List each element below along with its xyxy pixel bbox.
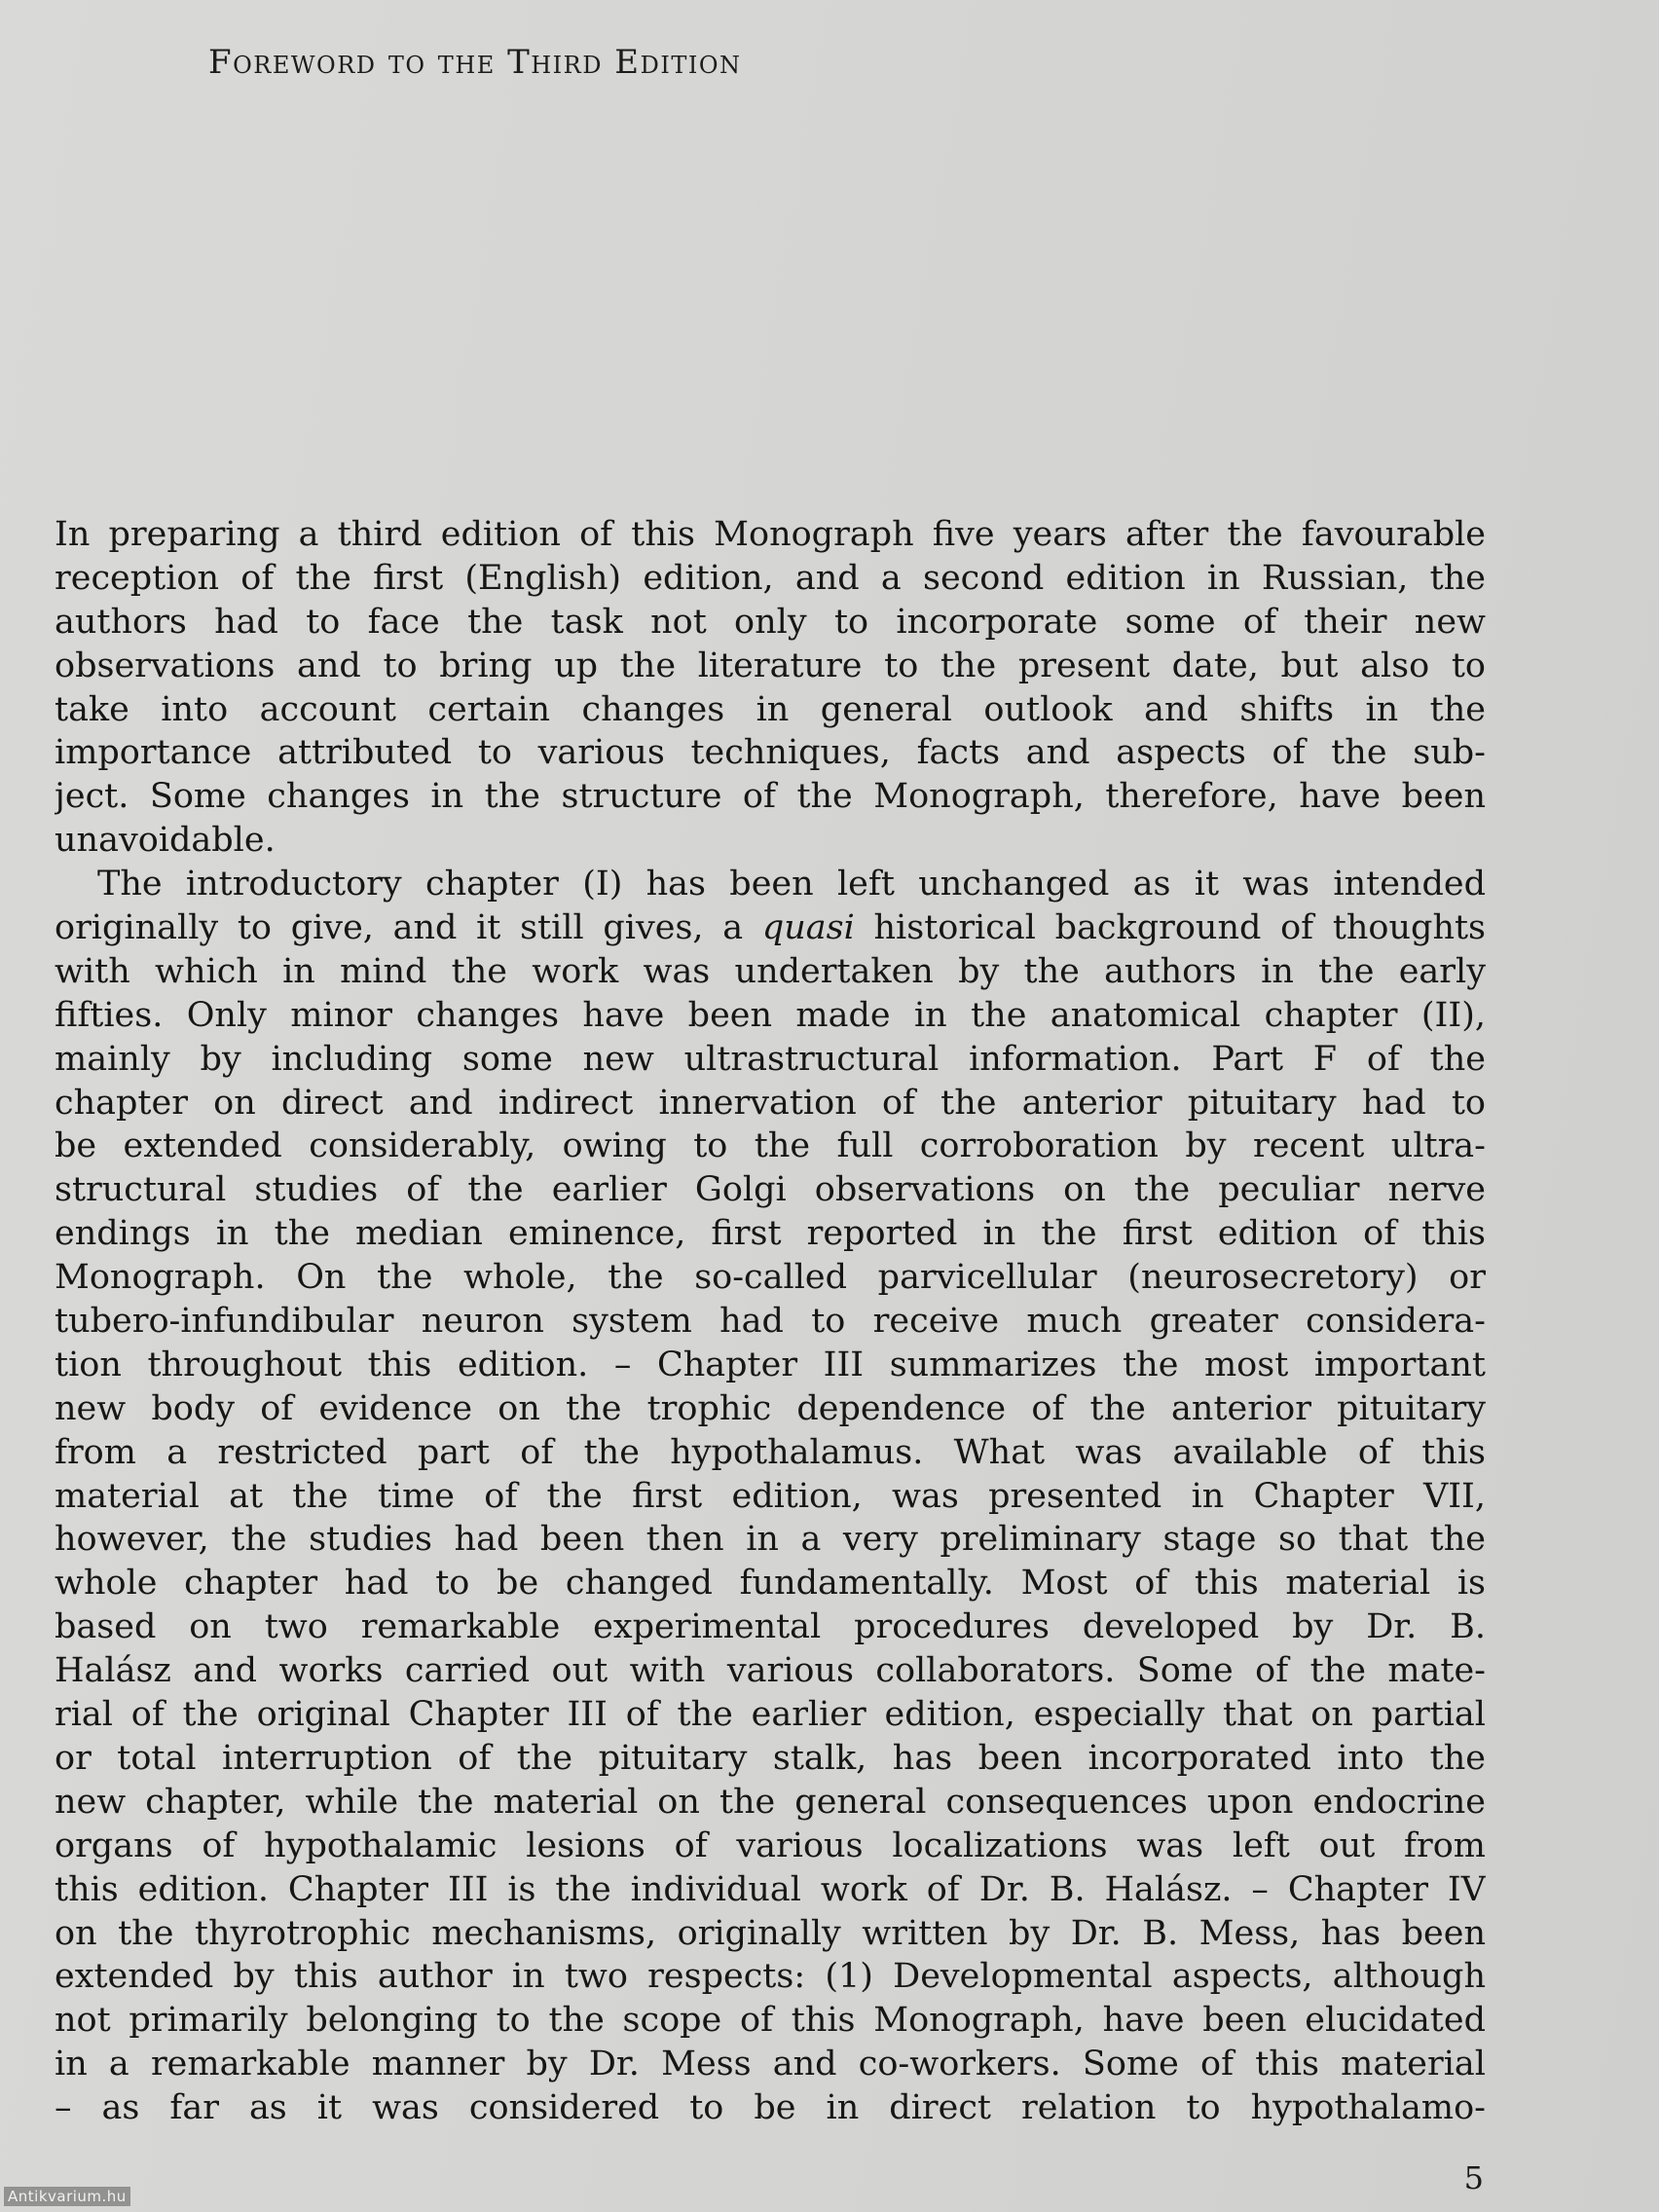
text-line: – as far as it was considered to be in direct relation to hypothalamo- xyxy=(55,2088,1486,2128)
text-line: take into account certain changes in general outlook and shifts in the xyxy=(55,689,1486,729)
text-line: Monograph. On the whole, the so-called parvicellular (neurosecretory) or xyxy=(55,1258,1486,1298)
text-line: based on two remarkable experimental procedures developed by Dr. B. xyxy=(55,1607,1486,1647)
text-line: In preparing a third edition of this Monograph five years after the favourable xyxy=(55,515,1486,554)
emphasis-word: quasi xyxy=(761,908,855,948)
text-line: unavoidable. xyxy=(55,821,276,861)
text-line: however, the studies had been then in a very preliminary stage so that the xyxy=(55,1520,1486,1560)
watermark-label: Antikvarium.hu xyxy=(4,2187,130,2206)
text-line: tubero-infundibular neuron system had to receive much greater considera- xyxy=(55,1302,1486,1342)
text-line: not primarily belonging to the scope of this Monograph, have been elucidated xyxy=(55,2001,1486,2041)
text-line: chapter on direct and indirect innervation of the anterior pituitary had to xyxy=(55,1083,1486,1123)
text-line: mainly by including some new ultrastructural information. Part F of the xyxy=(55,1039,1486,1079)
text-line: be extended considerably, owing to the full corroboration by recent ultra- xyxy=(55,1126,1486,1166)
text-line: from a restricted part of the hypothalamus. What was available of this xyxy=(55,1432,1486,1472)
text-line: or total interruption of the pituitary stalk, has been incorporated into the xyxy=(55,1738,1486,1778)
text-line: observations and to bring up the literature to the present date, but also to xyxy=(55,645,1486,685)
text-line: new body of evidence on the trophic dependence of the anterior pituitary xyxy=(55,1388,1486,1428)
text-line: ject. Some changes in the structure of the Monograph, therefore, have been xyxy=(55,777,1486,817)
paragraph-1 xyxy=(55,513,1486,863)
text-line: originally to give, and it still gives, a quasi historical background of thoughts xyxy=(55,908,1486,948)
text-line: new chapter, while the material on the general consequences upon endocrine xyxy=(55,1782,1486,1822)
text-line: endings in the median eminence, first reported in the first edition of this xyxy=(55,1214,1486,1254)
text-line: The introductory chapter (I) has been left unchanged as it was intended xyxy=(97,865,1486,904)
text-line: importance attributed to various techniques, facts and aspects of the sub- xyxy=(55,733,1486,773)
text-line: fifties. Only minor changes have been made in the anatomical chapter (II), xyxy=(55,995,1486,1035)
paragraph-2 xyxy=(55,863,1486,2130)
page-number: 5 xyxy=(1463,2159,1484,2196)
text-line: rial of the original Chapter III of the earlier edition, especially that on partial xyxy=(55,1695,1486,1735)
text-line: extended by this author in two respects: (1) Developmental aspects, although xyxy=(55,1957,1486,1997)
text-line: material at the time of the first edition, was presented in Chapter VII, xyxy=(55,1476,1486,1516)
text-line: this edition. Chapter III is the individual work of Dr. B. Halász. – Chapter IV xyxy=(55,1869,1486,1909)
text-line: on the thyrotrophic mechanisms, originally written by Dr. B. Mess, has been xyxy=(55,1913,1486,1953)
text-line: Halász and works carried out with various collaborators. Some of the mate- xyxy=(55,1651,1486,1691)
text-line: with which in mind the work was undertaken by the authors in the early xyxy=(55,951,1486,991)
text-line: reception of the first (English) edition, and a second edition in Russian, the xyxy=(55,558,1486,598)
body-text xyxy=(55,513,1486,2130)
text-line: structural studies of the earlier Golgi observations on the peculiar nerve xyxy=(55,1170,1486,1210)
text-line: authors had to face the task not only to incorporate some of their new xyxy=(55,602,1486,642)
text-line: in a remarkable manner by Dr. Mess and co-workers. Some of this material xyxy=(55,2045,1486,2084)
text-line: organs of hypothalamic lesions of various localizations was left out from xyxy=(55,1825,1486,1865)
text-line: whole chapter had to be changed fundamentally. Most of this material is xyxy=(55,1564,1486,1604)
text-line: tion throughout this edition. – Chapter III summarizes the most important xyxy=(55,1345,1486,1384)
chapter-heading: Foreword to the Third Edition xyxy=(208,43,742,82)
